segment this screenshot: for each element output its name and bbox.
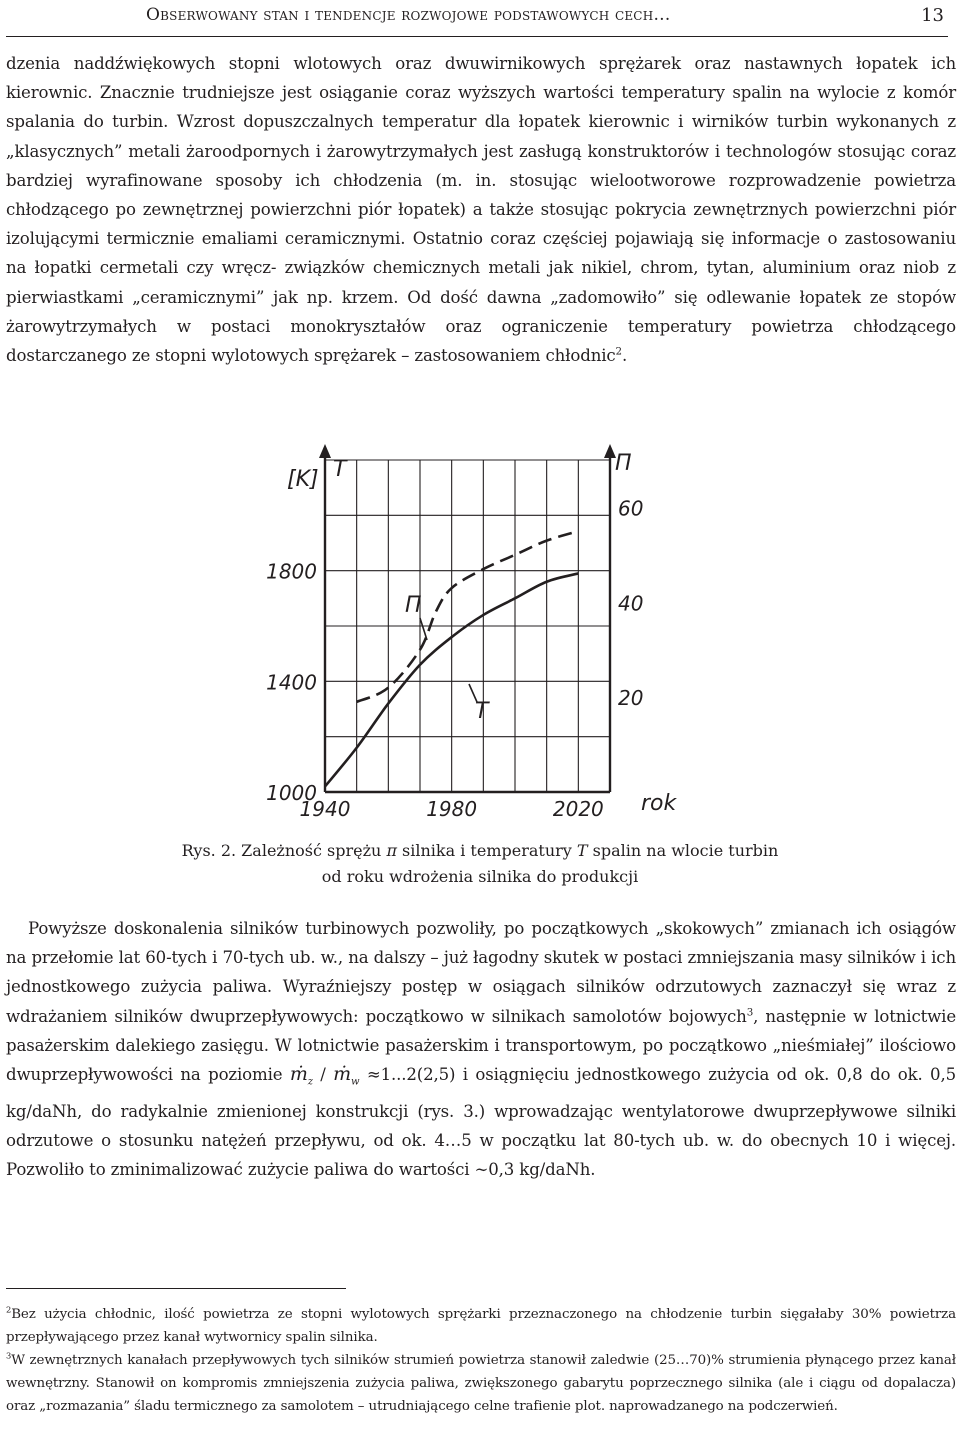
paragraph-1-end: . (621, 346, 628, 366)
footnote-ref-2[interactable]: 2 (615, 345, 622, 358)
y-tick-right-label: 60 (618, 496, 644, 521)
chart-ticks (266, 496, 643, 821)
y-tick-left-label: 1000 (266, 781, 317, 805)
y-tick-right-label: 40 (618, 591, 644, 616)
right-axis-symbol: Π (615, 451, 632, 476)
left-axis-unit: [K] (287, 467, 319, 492)
left-axis-symbol: T (333, 457, 347, 482)
caption-mid: silnika i temperatury (396, 841, 577, 860)
page-number: 13 (921, 5, 944, 26)
y-tick-left-label: 1400 (266, 670, 317, 695)
caption-suffix: spalin na wlocie turbin (587, 841, 779, 860)
curve-label-pi: Π (405, 593, 422, 618)
math-sub-z: z (307, 1076, 313, 1088)
caption-prefix: Rys. 2. Zależność sprężu (181, 841, 387, 860)
caption-pi: π (386, 841, 397, 860)
figure-chart (255, 440, 705, 830)
footnote-2-mark: 2 (6, 1304, 12, 1315)
paragraph-1 (6, 49, 956, 370)
paragraph-2 (6, 914, 956, 1184)
page-header (6, 2, 948, 37)
math-m-dot-1: ṁ (289, 1063, 308, 1086)
y-tick-left-label: 1800 (266, 559, 317, 584)
x-axis-label: rok (641, 791, 677, 816)
math-sub-w: w (351, 1076, 360, 1088)
footnote-3-text: W zewnętrznych kanałach przepływowych tych silników strumień powietrza stanowił zaledwie (25…70)% strumienia płynącego przez kanał wewnętrzny. Stanowił on kompromis zmniejszenia zużycia paliwa, zwiększonego gabarytu poprzecznego silnika (ale i ciągu od dopalacza) oraz „rozmazania” śladu termicznego za samolotem – utrudniającego celne trafienie plot. naprowadzanego na podczerwień. (6, 1353, 956, 1414)
paragraph-1-text: dzenia naddźwiękowych stopni wlotowych oraz dwuwirnikowych sprężarek oraz nastawnych łopatek ich kierownic. Znacznie trudniejsze jest osiąganie coraz wyższych wartości temperatury spalin na wylocie z komór spalania do turbin. Wzrost dopuszczalnych temperatur dla łopatek kierownic i wirników turbin wykonanych z „klasycznych” metali żaroodpornych i żarowytrzymałych jest zasługą konstruktorów i technologów stosując coraz bardziej wyrafinowane sposoby ich chłodzenia (m. in. stosując wielootworowe rozprowadzenie powietrza chłodzącego po zewnętrznej powierzchni piór łopatek) a także stosując pokrycia zewnętrznych powierzchni piór izolującymi termicznie emaliami ceramicznymi. Ostatnio coraz częściej pojawiają się informacje o zastosowaniu na łopatki cermetali czy wręcz- związków chemicznych metali jak nikiel, chrom, tytan, aluminium oraz niob z pierwiastkami „ceramicznymi” jak np. krzem. Od dość dawna „zadomowiło” się odlewanie łopatek ze stopów żarowytrzymałych w postaci monokryształów oraz ograniczenie temperatury powietrza chłodzącego dostarczanego ze stopni wylotowych sprężarek – zastosowaniem chłodnic (6, 54, 956, 366)
footnote-ref-3[interactable]: 3 (746, 1006, 754, 1019)
leader-line-pi (420, 618, 427, 640)
x-tick-label: 1980 (426, 797, 478, 821)
mass-flow-ratio-formula (289, 1063, 456, 1088)
caption-line-2: od roku wdrożenia silnika do produkcji (321, 867, 639, 886)
chart-svg (255, 440, 705, 830)
math-approx: ≈1...2(2,5) (359, 1065, 456, 1085)
footnote-2 (6, 1303, 956, 1349)
paragraph-2-text-b: , następnie w lotnictwie pasażerskim dalekiego zasięgu. W lotnictwie pasażerskim i transportowym, po początkowo „nieśmiałej” ilościowo dwuprzepływowości na poziomie (6, 1006, 957, 1085)
paragraph-2-text-a: Powyższe doskonalenia silników turbinowych pozwoliły, po początkowych „skokowych” zmianach ich osiągów na przełomie lat 60-tych i 70-tych ub. w., na dalszy – już łagodny skutek w postaci zmniejszania masy silników i ich jednostkowego zużycia paliwa. Wyraźniejszy postęp w osiągach silników odrzutowych zaznaczył się wraz z wdrażaniem silników dwuprzepływowych: początkowo w silnikach samolotów bojowych (6, 919, 956, 1026)
series-line-pressure-ratio (357, 531, 579, 702)
caption-line-1 (0, 838, 960, 864)
curve-label-t: T (475, 699, 489, 724)
y-tick-right-label: 20 (618, 686, 644, 711)
footnote-2-text: Bez użycia chłodnic, ilość powietrza ze stopni wylotowych sprężarki przeznaczonego na chłodzenie turbin sięgałaby 30% powietrza przepływającego przez kanał wytwornicy spalin silnika. (6, 1307, 956, 1345)
x-tick-label: 2020 (552, 797, 604, 821)
left-axis-arrow (319, 444, 331, 458)
footnote-separator (6, 1288, 346, 1289)
footnote-3-mark: 3 (6, 1350, 12, 1361)
running-title: Obserwowany stan i tendencje rozwojowe podstawowych cech… (146, 5, 671, 25)
x-tick-label: 1940 (299, 797, 351, 821)
paragraph-2-text-c: i osiągnięciu jednostkowego zużycia od ok. 0,8 do ok. 0,5 kg/daNh, do radykalnie zmienionej konstrukcji (rys. 3.) wprowadzając wentylatorowe dwuprzepływowe silniki odrzutowe o stosunku natężeń przepływu, od ok. 4…5 w początku lat 80-tych ub. w. do obecnych 10 i więcej. Pozwoliło to zminimalizować zużycie paliwa do wartości ∼0,3 kg/daNh. (6, 1065, 956, 1179)
math-slash: / (312, 1065, 334, 1085)
footnote-3 (6, 1349, 956, 1418)
math-m-dot-2: ṁ (333, 1063, 352, 1086)
caption-t: T (576, 841, 588, 860)
figure-caption (0, 838, 960, 890)
